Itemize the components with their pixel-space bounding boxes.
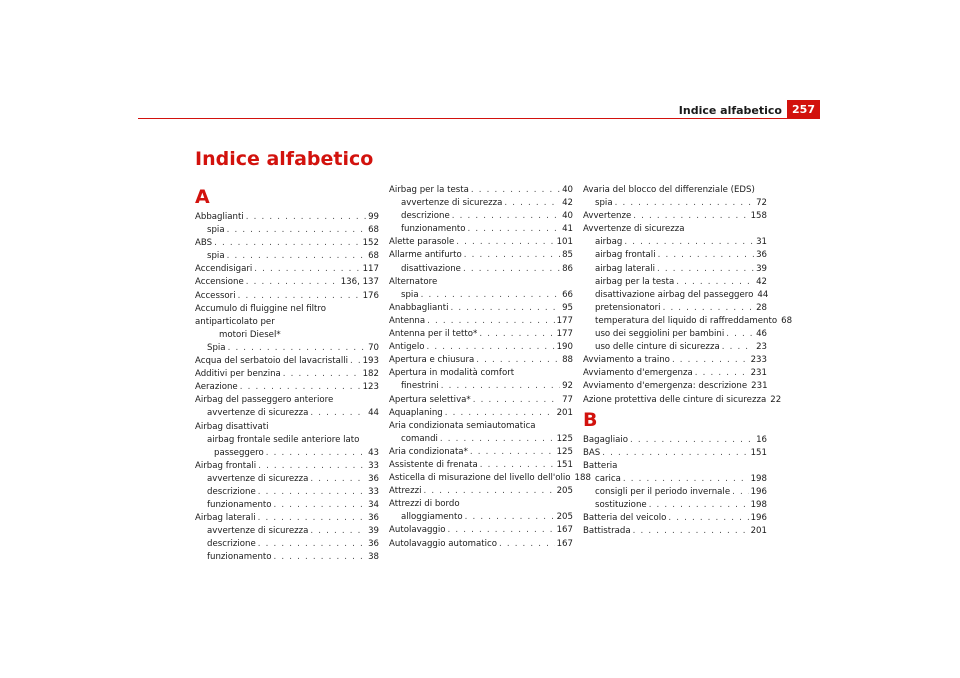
- entry-page-number: 190: [556, 342, 573, 353]
- entry-text: Attrezzi: [389, 486, 422, 497]
- index-entry: [389, 289, 573, 302]
- entry-text: alloggiamento: [401, 512, 463, 523]
- index-entry: [583, 249, 767, 262]
- dot-leader: [470, 446, 555, 459]
- entry-text: Assistente di frenata: [389, 459, 478, 470]
- entry-page-number: 125: [556, 446, 573, 457]
- index-entry: [389, 263, 573, 276]
- index-entry: [389, 354, 573, 367]
- entry-text: uso delle cinture di sicurezza: [595, 342, 720, 353]
- index-entry: [195, 525, 379, 538]
- dot-leader: [476, 354, 560, 367]
- dot-leader: [657, 263, 754, 276]
- entry-text: sostituzione: [595, 500, 647, 511]
- entry-text: ABS: [195, 238, 213, 249]
- index-entry: [583, 486, 767, 499]
- index-entry: [389, 433, 573, 446]
- entry-text: passeggero: [214, 447, 264, 458]
- index-column-1: [195, 184, 379, 565]
- index-entry: [583, 460, 767, 473]
- entry-text: avvertenze di sicurezza: [207, 473, 309, 484]
- entry-text: Alette parasole: [389, 237, 455, 248]
- index-entry: [389, 197, 573, 210]
- entry-page-number: 43: [368, 447, 379, 458]
- dot-leader: [445, 407, 555, 420]
- dot-leader: [258, 512, 366, 525]
- index-entry: [195, 512, 379, 525]
- entry-page-number: 151: [556, 459, 573, 470]
- index-entry: [583, 473, 767, 486]
- entry-page-number: 72: [756, 198, 767, 209]
- entry-text: funzionamento: [207, 500, 272, 511]
- entry-text: Autolavaggio: [389, 525, 446, 536]
- entry-text: Autolavaggio automatico: [389, 538, 497, 549]
- dot-leader: [227, 250, 366, 263]
- dot-leader: [227, 224, 366, 237]
- entry-text: Anabbaglianti: [389, 302, 449, 313]
- index-entry: [583, 380, 767, 393]
- index-entry: [195, 211, 379, 224]
- entry-text: Apertura selettiva*: [389, 394, 471, 405]
- index-entry: [195, 551, 379, 564]
- entry-page-number: 38: [368, 552, 379, 563]
- entry-page-number: 36: [368, 539, 379, 550]
- entry-page-number: 77: [562, 394, 573, 405]
- entry-text: descrizione: [207, 539, 256, 550]
- index-entry: [195, 303, 379, 342]
- dot-leader: [258, 538, 366, 551]
- entry-page-number: 40: [562, 211, 573, 222]
- dot-leader: [624, 236, 754, 249]
- index-entry: [389, 184, 573, 197]
- entry-page-number: 23: [756, 342, 767, 353]
- dot-leader: [441, 380, 560, 393]
- entry-text: Antenna per il tetto*: [389, 329, 478, 340]
- index-entry: [195, 434, 379, 447]
- dot-leader: [658, 249, 754, 262]
- entry-page-number: 158: [750, 211, 767, 222]
- entry-page-number: 231: [750, 368, 767, 379]
- entry-text: airbag frontale sedile anteriore lato: [207, 434, 360, 445]
- entry-text: airbag per la testa: [595, 276, 675, 287]
- entry-text: funzionamento: [207, 552, 272, 563]
- index-column-3: [583, 184, 793, 538]
- entry-text: Apertura in modalità comfort: [389, 368, 515, 379]
- entry-page-number: 196: [750, 486, 767, 497]
- dot-leader: [456, 236, 554, 249]
- entry-page-number: 177: [556, 329, 573, 340]
- entry-page-number: 46: [756, 329, 767, 340]
- entry-page-number: 231: [751, 381, 768, 392]
- entry-text-continuation: motori Diesel*: [219, 329, 281, 340]
- dot-leader: [238, 290, 361, 303]
- entry-text: spia: [207, 251, 225, 262]
- entry-text: consigli per il periodo invernale: [595, 486, 731, 497]
- dot-leader: [440, 433, 555, 446]
- index-entry: [195, 486, 379, 499]
- index-entry: [583, 289, 767, 302]
- dot-leader: [448, 524, 555, 537]
- entry-text: Avviamento a traino: [583, 355, 670, 366]
- entry-text: Azione protettiva delle cinture di sicurezza: [583, 394, 767, 405]
- index-entry: [583, 236, 767, 249]
- entry-page-number: 41: [562, 224, 573, 235]
- dot-leader: [633, 525, 749, 538]
- entry-page-number: 177: [556, 315, 573, 326]
- dot-leader: [630, 434, 754, 447]
- entry-text: Additivi per benzina: [195, 369, 281, 380]
- dot-leader: [672, 354, 749, 367]
- dot-leader: [450, 302, 560, 315]
- entry-text: descrizione: [207, 486, 256, 497]
- entry-text: Abbaglianti: [195, 212, 244, 222]
- index-entry: [583, 525, 767, 538]
- entry-text: Accessori: [195, 290, 236, 301]
- dot-leader: [266, 447, 366, 460]
- dot-leader: [465, 511, 555, 524]
- entry-text: Aria condizionata*: [389, 446, 468, 457]
- dot-leader: [499, 538, 555, 551]
- entry-page-number: 201: [556, 407, 573, 418]
- entry-page-number: 33: [368, 486, 379, 497]
- entry-page-number: 36: [368, 513, 379, 524]
- index-entry: [583, 447, 767, 460]
- entry-text: Aria condizionata semiautomatica: [389, 420, 536, 431]
- index-entry: [195, 276, 379, 289]
- dot-leader: [633, 210, 748, 223]
- entry-text: Alternatore: [389, 276, 438, 287]
- dot-leader: [283, 368, 361, 381]
- entry-text: Attrezzi di bordo: [389, 499, 460, 510]
- index-entry: [583, 512, 767, 525]
- entry-page-number: 198: [750, 473, 767, 484]
- index-entry: [389, 485, 573, 498]
- dot-leader: [424, 485, 555, 498]
- index-entry: [389, 538, 573, 551]
- entry-page-number: 31: [756, 237, 767, 248]
- index-entry: [583, 367, 767, 380]
- index-entry: [389, 394, 573, 407]
- index-entry: [195, 447, 379, 460]
- entry-text: descrizione: [401, 211, 450, 222]
- dot-leader: [421, 289, 560, 302]
- index-entry: [389, 407, 573, 420]
- entry-text: spia: [595, 198, 613, 209]
- dot-leader: [695, 367, 749, 380]
- index-entry: [389, 210, 573, 223]
- entry-page-number: 205: [556, 512, 573, 523]
- index-entry: [195, 368, 379, 381]
- entry-page-number: 22: [770, 394, 782, 405]
- index-entry: [195, 421, 379, 434]
- index-letter-heading: B: [583, 408, 598, 431]
- entry-page-number: 125: [556, 433, 573, 444]
- entry-page-number: 33: [368, 460, 379, 471]
- index-entry: [583, 315, 793, 328]
- index-entry: [195, 224, 379, 237]
- entry-text: Antenna: [389, 315, 426, 326]
- entry-text: disattivazione: [401, 263, 461, 274]
- dot-leader: [676, 276, 754, 289]
- page-title: Indice alfabetico: [195, 148, 374, 170]
- index-entry: [195, 499, 379, 512]
- dot-leader: [668, 512, 748, 525]
- entry-text: comandi: [401, 433, 438, 444]
- index-entry: [389, 459, 573, 472]
- index-entry: [583, 302, 767, 315]
- entry-page-number: 95: [562, 302, 573, 313]
- entry-text: Batteria del veicolo: [583, 513, 667, 524]
- dot-leader: [479, 328, 554, 341]
- entry-page-number: 88: [562, 355, 573, 366]
- index-entry: [195, 407, 379, 420]
- entry-text: Asticella di misurazione del livello dell'olio: [389, 473, 571, 484]
- entry-text: Avvertenze: [583, 211, 632, 222]
- entry-page-number: 188: [574, 473, 591, 484]
- index-entry: [583, 394, 782, 407]
- index-entry: [195, 342, 379, 355]
- entry-text: Avvertenze di sicurezza: [583, 224, 685, 235]
- index-entry: [195, 355, 379, 368]
- entry-page-number: 233: [750, 355, 767, 366]
- entry-text: Apertura e chiusura: [389, 355, 475, 366]
- entry-page-number: 68: [781, 315, 793, 326]
- index-entry: [389, 302, 573, 315]
- entry-text: Accendisigari: [195, 264, 253, 275]
- index-entry: [389, 420, 573, 433]
- entry-text: Acqua del serbatoio del lavacristalli: [195, 356, 349, 367]
- dot-leader: [615, 197, 754, 210]
- entry-text: Airbag laterali: [195, 513, 256, 524]
- entry-page-number: 167: [556, 525, 573, 536]
- index-entry: [389, 380, 573, 393]
- entry-text: funzionamento: [401, 224, 466, 235]
- index-entry: [583, 263, 767, 276]
- entry-page-number: 99: [368, 212, 379, 222]
- entry-text: finestrini: [401, 381, 439, 392]
- dot-leader: [468, 223, 561, 236]
- entry-text: airbag laterali: [595, 263, 655, 274]
- dot-leader: [663, 302, 754, 315]
- entry-text: avvertenze di sicurezza: [401, 198, 503, 209]
- entry-page-number: 70: [368, 342, 379, 353]
- dot-leader: [722, 341, 754, 354]
- entry-page-number: 136, 137: [340, 277, 379, 288]
- entry-text: Avaria del blocco del differenziale (EDS): [583, 185, 755, 195]
- index-entry: [583, 499, 767, 512]
- entry-text: pretensionatori: [595, 302, 661, 313]
- index-entry: [195, 460, 379, 473]
- entry-page-number: 117: [362, 264, 379, 275]
- dot-leader: [463, 263, 560, 276]
- entry-page-number: 86: [562, 263, 573, 274]
- entry-text: Batteria: [583, 460, 618, 471]
- dot-leader: [310, 473, 366, 486]
- index-entry: [583, 434, 767, 447]
- dot-leader: [274, 551, 367, 564]
- entry-page-number: 101: [556, 237, 573, 248]
- entry-page-number: 167: [556, 538, 573, 549]
- index-entry: [583, 276, 767, 289]
- entry-text: spia: [207, 225, 225, 236]
- index-entry: [389, 236, 573, 249]
- index-entry: [389, 328, 573, 341]
- entry-page-number: 151: [750, 447, 767, 458]
- dot-leader: [473, 394, 560, 407]
- page-number-badge: 257: [787, 100, 820, 119]
- dot-leader: [649, 499, 749, 512]
- entry-page-number: 92: [562, 381, 573, 392]
- entry-text: airbag frontali: [595, 250, 656, 261]
- entry-page-number: 182: [362, 369, 379, 380]
- entry-page-number: 42: [562, 198, 573, 209]
- index-entry: [389, 223, 573, 236]
- header-rule: [138, 118, 820, 119]
- index-entry: [195, 250, 379, 263]
- entry-text: Battistrada: [583, 526, 631, 537]
- entry-text: Airbag per la testa: [389, 185, 469, 195]
- index-entry: [389, 341, 573, 354]
- entry-page-number: 201: [750, 526, 767, 537]
- entry-page-number: 28: [756, 302, 767, 313]
- entry-text: carica: [595, 473, 621, 484]
- entry-text: spia: [401, 289, 419, 300]
- index-entry: [389, 367, 573, 380]
- entry-page-number: 193: [362, 356, 379, 367]
- dot-leader: [258, 486, 366, 499]
- dot-leader: [310, 525, 366, 538]
- entry-text: Accumulo di fluiggine nel filtro antiparticolato per: [195, 303, 327, 327]
- index-entry: [389, 498, 573, 511]
- index-entry: [583, 328, 767, 341]
- index-entry: [389, 472, 591, 485]
- dot-leader: [464, 249, 560, 262]
- index-entry: [195, 290, 379, 303]
- index-entry: [195, 538, 379, 551]
- dot-leader: [214, 237, 361, 250]
- index-entry: [583, 223, 767, 236]
- entry-text: Bagagliaio: [583, 434, 629, 445]
- entry-page-number: 34: [368, 500, 379, 511]
- entry-page-number: 205: [556, 486, 573, 497]
- index-column-2: [389, 184, 591, 551]
- entry-text: avvertenze di sicurezza: [207, 408, 309, 419]
- entry-text: Allarme antifurto: [389, 250, 462, 261]
- entry-page-number: 36: [756, 250, 767, 261]
- entry-text: uso dei seggiolini per bambini: [595, 329, 725, 340]
- entry-text: Airbag disattivati: [195, 421, 269, 432]
- index-entry: [389, 276, 573, 289]
- entry-page-number: 39: [368, 526, 379, 537]
- entry-page-number: 152: [362, 238, 379, 249]
- index-entry: [583, 210, 767, 223]
- entry-text: Antigelo: [389, 342, 425, 353]
- entry-text: avvertenze di sicurezza: [207, 526, 309, 537]
- index-entry: [583, 341, 767, 354]
- index-letter-heading: A: [195, 186, 210, 208]
- entry-page-number: 39: [756, 263, 767, 274]
- entry-page-number: 44: [757, 289, 769, 300]
- index-entry: [195, 237, 379, 250]
- entry-text: Avviamento d'emergenza: descrizione: [583, 381, 748, 392]
- entry-text: Aerazione: [195, 382, 238, 393]
- entry-text: Avviamento d'emergenza: [583, 368, 693, 379]
- entry-text: disattivazione airbag del passeggero: [595, 289, 754, 300]
- dot-leader: [427, 315, 554, 328]
- entry-text: airbag: [595, 237, 623, 248]
- index-entry: [195, 381, 379, 394]
- dot-leader: [240, 381, 361, 394]
- entry-page-number: 123: [362, 382, 379, 393]
- entry-page-number: 68: [368, 225, 379, 236]
- dot-leader: [602, 447, 748, 460]
- entry-page-number: 36: [368, 473, 379, 484]
- index-entry: [583, 354, 767, 367]
- entry-page-number: 44: [368, 408, 379, 419]
- dot-leader: [228, 342, 366, 355]
- dot-leader: [426, 341, 554, 354]
- index-entry: [389, 511, 573, 524]
- entry-page-number: 68: [368, 251, 379, 262]
- index-entry: [195, 263, 379, 276]
- dot-leader: [350, 355, 361, 368]
- dot-leader: [246, 276, 339, 289]
- entry-page-number: 196: [750, 513, 767, 524]
- entry-text: temperatura del liquido di raffreddamento: [595, 315, 778, 326]
- index-entry: [195, 394, 379, 407]
- dot-leader: [452, 210, 560, 223]
- entry-text: Airbag frontali: [195, 460, 257, 471]
- entry-page-number: 42: [756, 276, 767, 287]
- index-entry: [195, 473, 379, 486]
- entry-page-number: 85: [562, 250, 573, 261]
- index-entry: [389, 249, 573, 262]
- entry-page-number: 40: [562, 185, 573, 195]
- dot-leader: [732, 486, 748, 499]
- dot-leader: [246, 211, 366, 224]
- index-entry: [389, 315, 573, 328]
- dot-leader: [471, 184, 560, 197]
- dot-leader: [726, 328, 754, 341]
- index-entry: [389, 446, 573, 459]
- entry-text: Airbag del passeggero anteriore: [195, 395, 334, 406]
- entry-page-number: 16: [756, 434, 767, 445]
- entry-page-number: 66: [562, 289, 573, 300]
- dot-leader: [274, 499, 367, 512]
- dot-leader: [310, 407, 366, 420]
- dot-leader: [258, 460, 366, 473]
- running-header-title: Indice alfabetico: [678, 104, 782, 117]
- index-entry: [583, 184, 767, 197]
- dot-leader: [623, 473, 749, 486]
- entry-page-number: 198: [750, 500, 767, 511]
- entry-text: Aquaplaning: [389, 407, 443, 418]
- dot-leader: [504, 197, 560, 210]
- index-entry: [389, 524, 573, 537]
- dot-leader: [254, 263, 360, 276]
- entry-text: BAS: [583, 447, 601, 458]
- entry-text: Spia: [207, 342, 226, 353]
- index-entry: [583, 197, 767, 210]
- dot-leader: [480, 459, 555, 472]
- entry-page-number: 176: [362, 290, 379, 301]
- entry-text: Accensione: [195, 277, 244, 288]
